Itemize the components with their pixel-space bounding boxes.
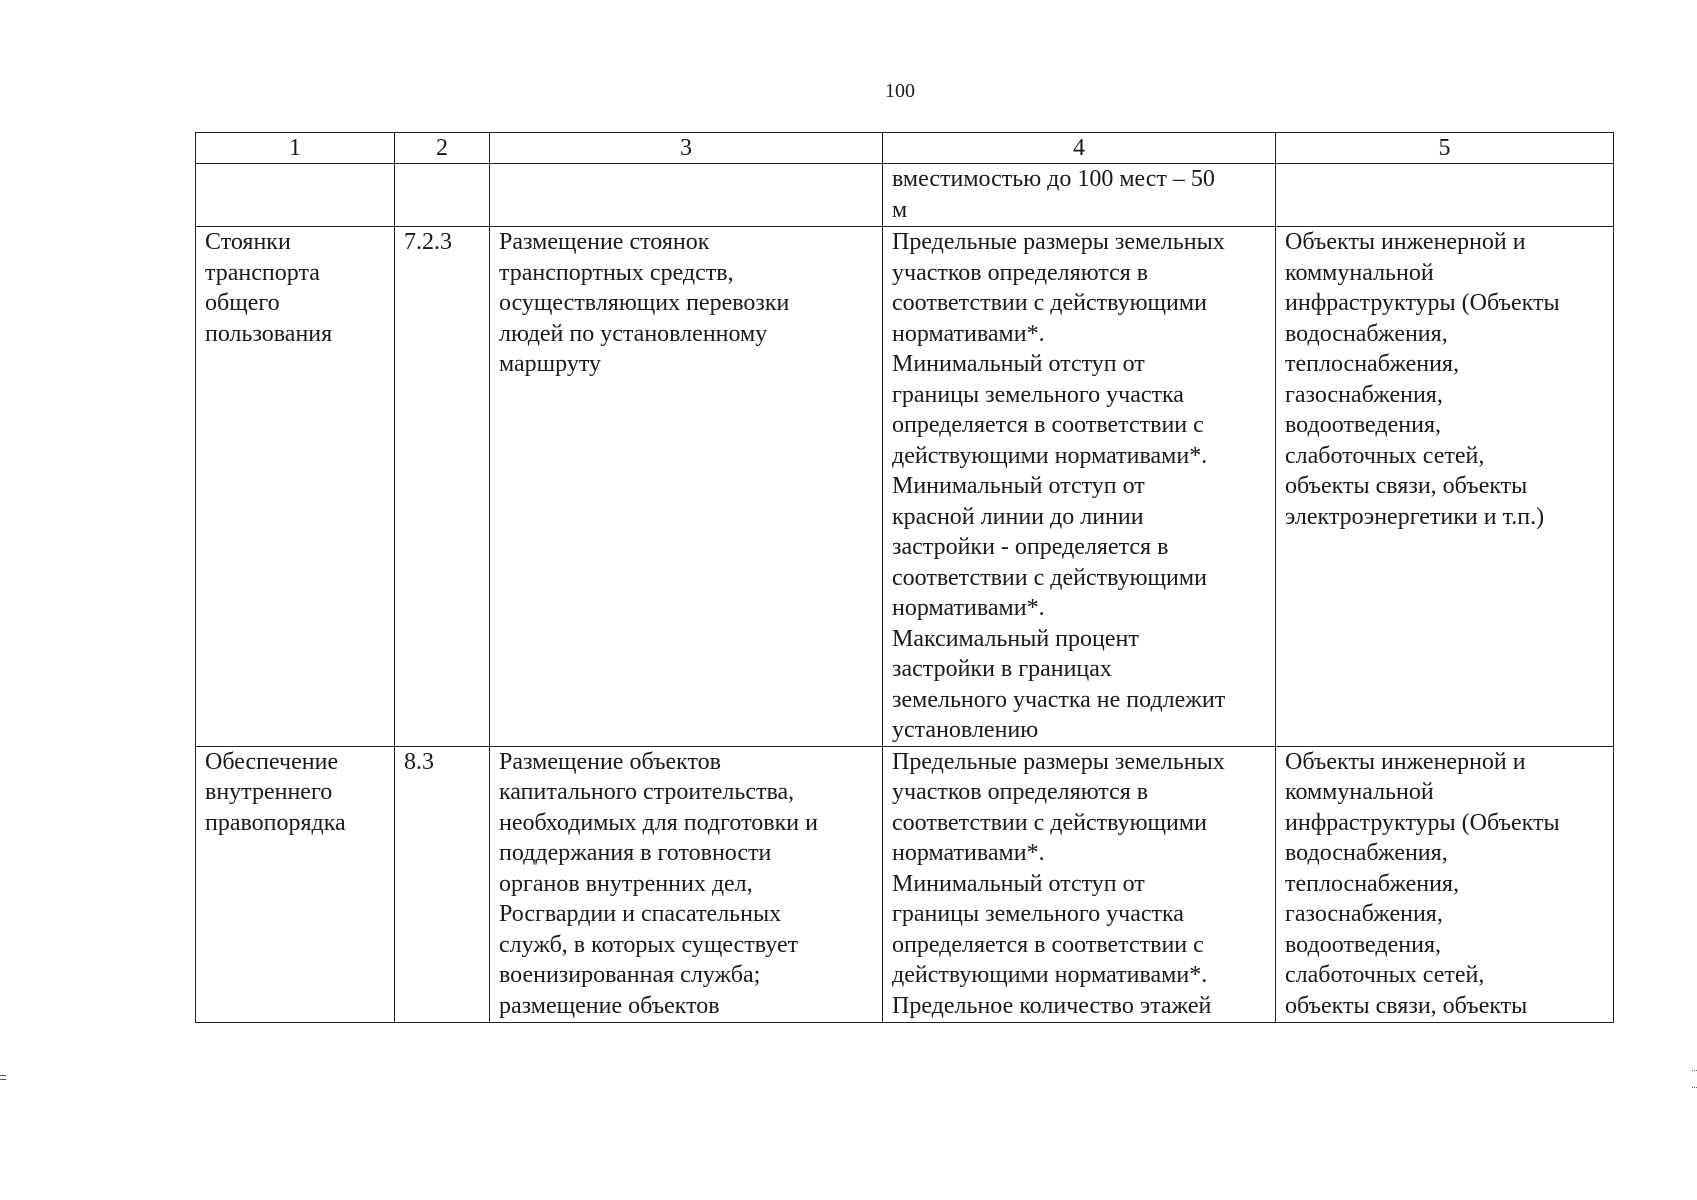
code-cell: 7.2.3 [395,227,490,747]
header-col-3: 3 [490,133,883,164]
description-cell: Размещение стоянок транспортных средств, осуществляющих перевозки людей по установленному маршруту [490,227,883,747]
zoning-table [195,132,1614,1023]
table-header-row [196,133,1614,164]
use-type-cell: Стоянки транспорта общего пользования [196,227,395,747]
scan-edge-mark-left [0,1075,6,1080]
use-type-cell [196,164,395,227]
description-cell [490,164,883,227]
scan-edge-mark-right [1692,1070,1697,1088]
auxiliary-objects-cell: Объекты инженерной и коммунальной инфраструктуры (Объекты водоснабжения, теплоснабжения, газоснабжения, водоотведения, слаботочных сетей, объекты связи, объекты электроэнергетики и т.п.) [1276,227,1614,747]
table-row [196,164,1614,227]
description-cell: Размещение объектов капитального строительства, необходимых для подготовки и поддержания в готовности органов внутренних дел, Росгвардии и спасательных служб, в которых существует военизированная служба; размещение объектов [490,746,883,1022]
auxiliary-objects-cell: Объекты инженерной и коммунальной инфраструктуры (Объекты водоснабжения, теплоснабжения, газоснабжения, водоотведения, слаботочных сетей, объекты связи, объекты [1276,746,1614,1022]
table-row [196,227,1614,747]
code-cell: 8.3 [395,746,490,1022]
table-row [196,746,1614,1022]
header-col-1: 1 [196,133,395,164]
header-col-2: 2 [395,133,490,164]
parameters-cell: Предельные размеры земельных участков определяются в соответствии с действующими нормативами*. Минимальный отступ от границы земельного участка определяется в соответствии с действующими нормативами*. Предельное количество этажей [883,746,1276,1022]
header-col-5: 5 [1276,133,1614,164]
auxiliary-objects-cell [1276,164,1614,227]
parameters-cell: Предельные размеры земельных участков определяются в соответствии с действующими нормативами*. Минимальный отступ от границы земельного участка определяется в соответствии с действующими нормативами*. Минимальный отступ от красной линии до линии застройки - определяется в соответствии с действующими нормативами*. Максимальный процент застройки в границах земельного участка не подлежит установлению [883,227,1276,747]
parameters-cell: вместимостью до 100 мест – 50 м [883,164,1276,227]
page-number: 100 [885,80,915,102]
header-col-4: 4 [883,133,1276,164]
code-cell [395,164,490,227]
use-type-cell: Обеспечение внутреннего правопорядка [196,746,395,1022]
